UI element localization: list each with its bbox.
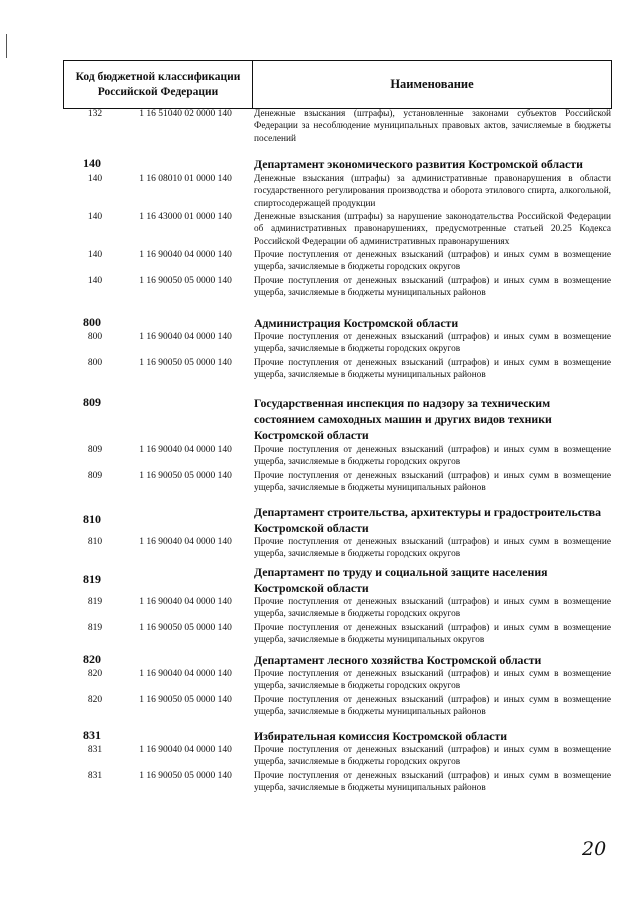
admin-code: 140: [87, 250, 103, 260]
department-row: [0, 504, 640, 536]
admin-code: 800: [87, 332, 103, 342]
department-row: [0, 652, 640, 668]
admin-code: 831: [87, 771, 103, 781]
item-name: Денежные взыскания (штрафы) за административные правонарушения в области государственного регулирования производства и оборота этилового спирта, алкогольной, спиртосодержащей продукции: [254, 174, 611, 209]
table-row: [0, 211, 640, 249]
budget-code: 1 16 90050 05 0000 140: [139, 695, 232, 705]
admin-code: 140: [87, 174, 103, 184]
department-row: [0, 156, 640, 173]
department-code: 831: [83, 728, 101, 742]
item-name: Прочие поступления от денежных взысканий (штрафов) и иных сумм в возмещение ущерба, зачисляемые в бюджеты муниципальных округов: [254, 623, 611, 646]
department-code: 800: [83, 315, 101, 329]
admin-code: 140: [87, 212, 103, 222]
department-name: Департамент по труду и социальной защите населения Костромской области: [254, 565, 548, 595]
budget-code: 1 16 51040 02 0000 140: [139, 109, 232, 119]
admin-code: 820: [87, 695, 103, 705]
table-row: [0, 596, 640, 622]
item-name: Прочие поступления от денежных взысканий (штрафов) и иных сумм в возмещение ущерба, зачисляемые в бюджеты городских округов: [254, 597, 611, 620]
table-row: [0, 331, 640, 357]
table-row: [0, 622, 640, 652]
budget-code: 1 16 90040 04 0000 140: [139, 445, 232, 455]
table-row: [0, 668, 640, 694]
department-code: 809: [83, 395, 101, 409]
admin-code: 800: [87, 358, 103, 368]
header-code-column: Код бюджетной классификации Российской Федерации: [64, 61, 253, 108]
table-body: [0, 108, 640, 798]
department-name: Администрация Костромской области: [254, 316, 459, 330]
table-row: [0, 744, 640, 770]
budget-code: 1 16 90040 04 0000 140: [139, 537, 232, 547]
department-name: Департамент лесного хозяйства Костромской области: [254, 653, 542, 667]
department-row: [0, 395, 640, 444]
admin-code: 819: [87, 597, 103, 607]
margin-mark: [6, 34, 7, 58]
admin-code: 809: [87, 445, 103, 455]
admin-code: 819: [87, 623, 103, 633]
budget-code: 1 16 90040 04 0000 140: [139, 669, 232, 679]
item-name: Прочие поступления от денежных взысканий (штрафов) и иных сумм в возмещение ущерба, зачисляемые в бюджеты муниципальных районов: [254, 695, 611, 718]
item-name: Денежные взыскания (штрафы), установленные законами субъектов Российской Федерации за несоблюдение муниципальных правовых актов, зачисляемые в бюджеты поселений: [254, 109, 611, 144]
department-row: [0, 564, 640, 596]
budget-code: 1 16 90040 04 0000 140: [139, 332, 232, 342]
item-name: Прочие поступления от денежных взысканий (штрафов) и иных сумм в возмещение ущерба, зачисляемые в бюджеты городских округов: [254, 332, 611, 355]
admin-code: 140: [87, 276, 103, 286]
table-row: [0, 275, 640, 315]
budget-code: 1 16 43000 01 0000 140: [139, 212, 232, 222]
department-name: Департамент экономического развития Костромской области: [254, 157, 583, 171]
table-row: [0, 249, 640, 275]
table-row: [0, 444, 640, 470]
budget-code: 1 16 90050 05 0000 140: [139, 358, 232, 368]
admin-code: 831: [87, 745, 103, 755]
item-name: Прочие поступления от денежных взысканий (штрафов) и иных сумм в возмещение ущерба, зачисляемые в бюджеты муниципальных районов: [254, 771, 611, 794]
table-row: [0, 108, 640, 156]
item-name: Прочие поступления от денежных взысканий (штрафов) и иных сумм в возмещение ущерба, зачисляемые в бюджеты городских округов: [254, 250, 611, 273]
item-name: Прочие поступления от денежных взысканий (штрафов) и иных сумм в возмещение ущерба, зачисляемые в бюджеты городских округов: [254, 537, 611, 560]
admin-code: 810: [87, 537, 103, 547]
admin-code: 820: [87, 669, 103, 679]
department-code: 820: [83, 652, 101, 666]
admin-code: 132: [87, 109, 103, 119]
header-name-column: Наименование: [390, 77, 474, 91]
admin-code: 809: [87, 471, 103, 481]
budget-code: 1 16 90050 05 0000 140: [139, 623, 232, 633]
item-name: Прочие поступления от денежных взысканий (штрафов) и иных сумм в возмещение ущерба, зачисляемые в бюджеты городских округов: [254, 445, 611, 468]
budget-code: 1 16 90040 04 0000 140: [139, 745, 232, 755]
table-row: [0, 357, 640, 395]
item-name: Прочие поступления от денежных взысканий (штрафов) и иных сумм в возмещение ущерба, зачисляемые в бюджеты муниципальных районов: [254, 358, 611, 381]
budget-code: 1 16 90050 05 0000 140: [139, 276, 232, 286]
department-code: 140: [83, 156, 101, 170]
table-row: [0, 694, 640, 728]
table-row: [0, 536, 640, 564]
item-name: Прочие поступления от денежных взысканий (штрафов) и иных сумм в возмещение ущерба, зачисляемые в бюджеты городских округов: [254, 745, 611, 768]
budget-code: 1 16 90040 04 0000 140: [139, 250, 232, 260]
table-row: [0, 770, 640, 798]
page-number: 20: [582, 838, 607, 860]
table-row: [0, 470, 640, 504]
table-row: [0, 173, 640, 211]
budget-code: 1 16 08010 01 0000 140: [139, 174, 232, 184]
department-code: 810: [83, 512, 101, 526]
department-row: [0, 728, 640, 744]
budget-code: 1 16 90040 04 0000 140: [139, 597, 232, 607]
table-header: [63, 60, 612, 109]
department-code: 819: [83, 572, 101, 586]
item-name: Прочие поступления от денежных взысканий (штрафов) и иных сумм в возмещение ущерба, зачисляемые в бюджеты муниципальных районов: [254, 276, 611, 299]
department-name: Избирательная комиссия Костромской области: [254, 729, 508, 743]
item-name: Денежные взыскания (штрафы) за нарушение законодательства Российской Федерации об административных правонарушениях, предусмотренные статьей 20.25 Кодекса Российской Федерации об административных правонарушениях: [254, 212, 611, 247]
item-name: Прочие поступления от денежных взысканий (штрафов) и иных сумм в возмещение ущерба, зачисляемые в бюджеты муниципальных районов: [254, 471, 611, 494]
item-name: Прочие поступления от денежных взысканий (штрафов) и иных сумм в возмещение ущерба, зачисляемые в бюджеты городских округов: [254, 669, 611, 692]
budget-code: 1 16 90050 05 0000 140: [139, 771, 232, 781]
department-name: Государственная инспекция по надзору за техническим состоянием самоходных машин и других видов техники Костромской области: [254, 396, 552, 442]
department-row: [0, 315, 640, 331]
budget-code: 1 16 90050 05 0000 140: [139, 471, 232, 481]
department-name: Департамент строительства, архитектуры и градостроительства Костромской области: [254, 505, 602, 535]
